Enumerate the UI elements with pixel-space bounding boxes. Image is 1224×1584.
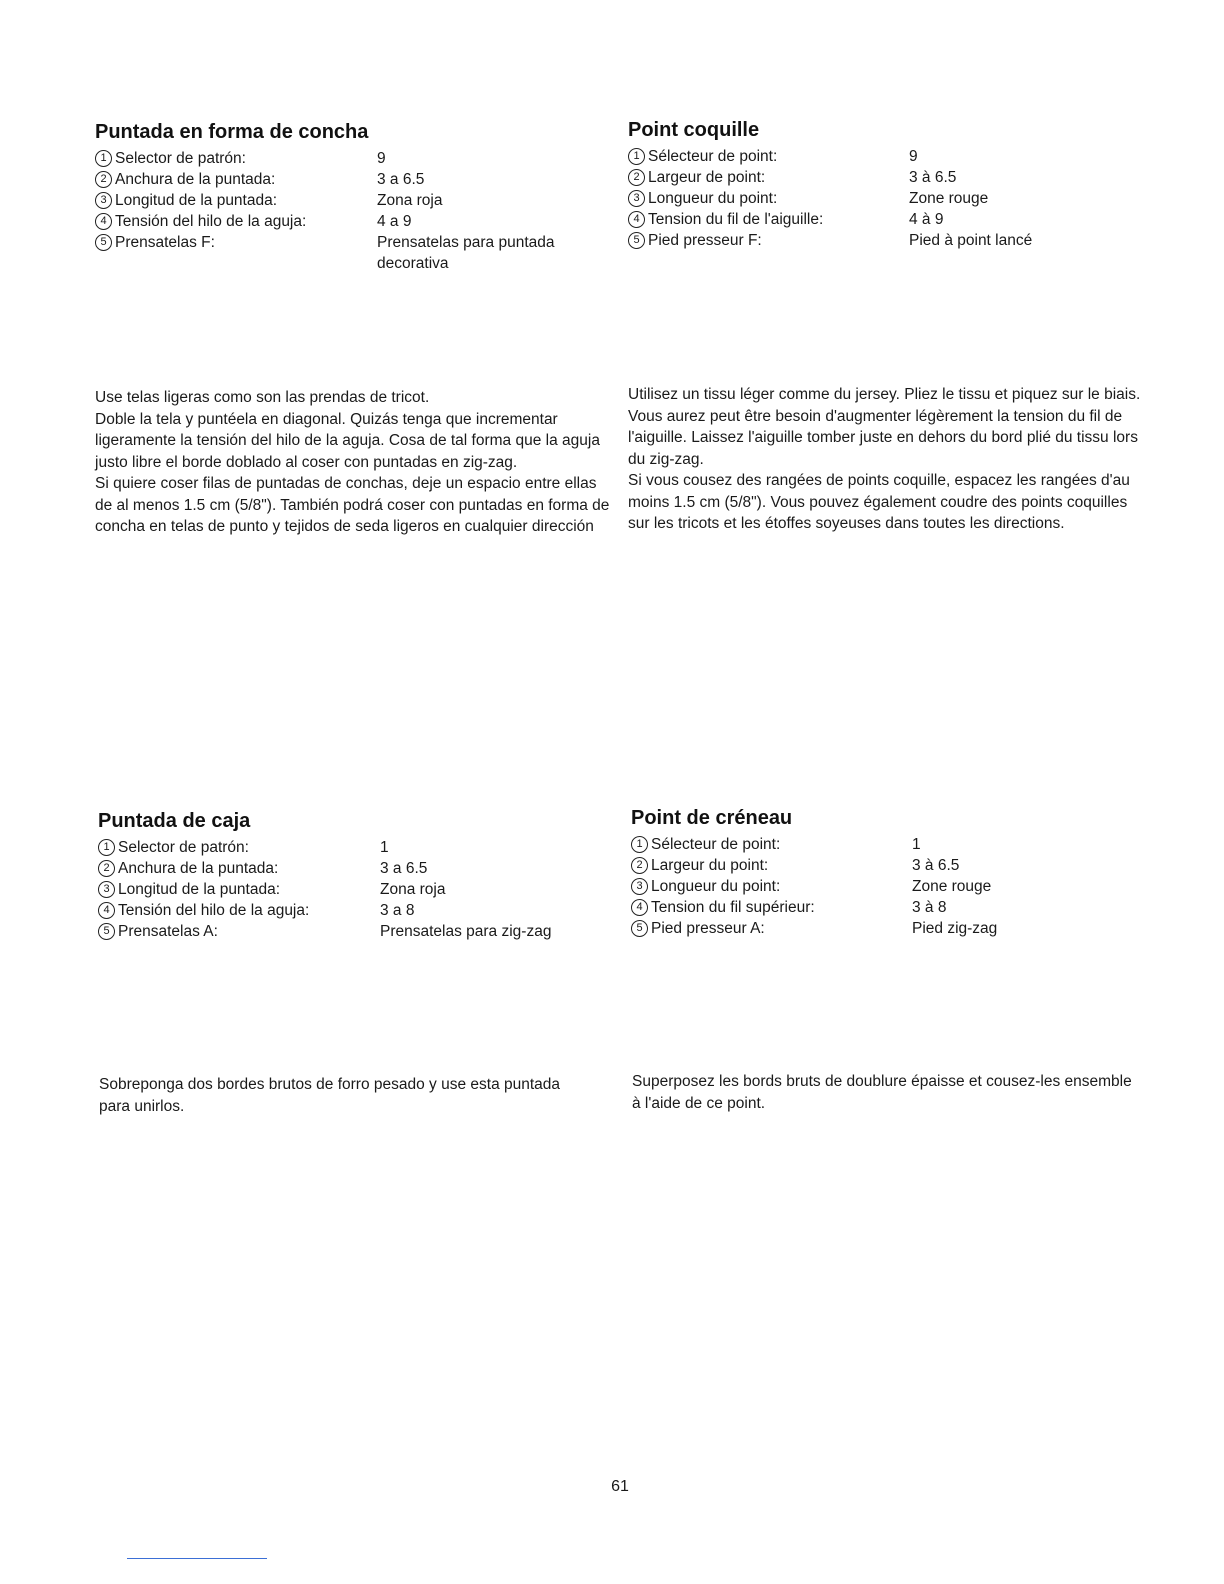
circled-number: 1 — [628, 148, 645, 165]
setting-value: 3 a 6.5 — [377, 171, 425, 188]
setting-value: 3 à 8 — [912, 899, 947, 916]
setting-row — [95, 190, 595, 211]
setting-label: Longitud de la puntada: — [115, 192, 278, 209]
setting-label: Tensión del hilo de la aguja: — [118, 902, 310, 919]
setting-label: Tension du fil de l'aiguille: — [648, 211, 824, 228]
setting-row — [98, 858, 598, 879]
section-title: Point de créneau — [631, 807, 793, 829]
setting-row — [95, 148, 595, 169]
footer-rule — [127, 1558, 267, 1559]
circled-number: 4 — [95, 213, 112, 230]
setting-value: 3 à 6.5 — [909, 169, 957, 186]
setting-row — [98, 921, 598, 942]
setting-label: Pied presseur F: — [648, 232, 762, 249]
setting-value: 4 a 9 — [377, 213, 412, 230]
circled-number: 2 — [95, 171, 112, 188]
setting-label: Pied presseur A: — [651, 920, 765, 937]
setting-row — [95, 169, 595, 190]
settings-table — [95, 148, 595, 274]
setting-row — [98, 900, 598, 921]
circled-number: 5 — [628, 232, 645, 249]
circled-number: 2 — [628, 169, 645, 186]
section-title: Puntada en forma de concha — [95, 121, 369, 143]
setting-row — [631, 834, 1151, 855]
setting-value: Prensatelas para puntada decorativa — [377, 234, 555, 272]
circled-number: 5 — [95, 234, 112, 251]
setting-label: Longueur du point: — [648, 190, 778, 207]
circled-number: 2 — [631, 857, 648, 874]
setting-label: Anchura de la puntada: — [115, 171, 276, 188]
setting-value: 3 a 8 — [380, 902, 415, 919]
circled-number: 3 — [628, 190, 645, 207]
setting-label: Prensatelas A: — [118, 923, 218, 940]
setting-row — [95, 232, 595, 274]
box-description-es: Sobreponga dos bordes brutos de forro pesado y use esta puntada para unirlos. — [99, 1076, 561, 1115]
setting-value: 1 — [912, 836, 921, 853]
setting-label: Anchura de la puntada: — [118, 860, 279, 877]
setting-value: 1 — [380, 839, 389, 856]
shell-description-fr: Utilisez un tissu léger comme du jersey. Pliez le tissu et piquez sur le biais. Vous aurez peut être besoin d'augmenter légèrement la tension du fil de l'aiguille. Laissez l'aiguille tomber juste en dehors du bord plié du tissu lors du zig-zag. Si vous cousez des rangées de points coquille, espacez les rangées d'au moins 1.5 cm (5/8"). Vous pouvez également coudre des points coquilles sur les tricots et les étoffes soyeuses dans toutes les directions. — [628, 386, 1141, 532]
circled-number: 1 — [95, 150, 112, 167]
circled-number: 4 — [631, 899, 648, 916]
setting-value: Zone rouge — [909, 190, 989, 207]
circled-number: 3 — [631, 878, 648, 895]
setting-value: Zone rouge — [912, 878, 992, 895]
setting-label: Prensatelas F: — [115, 234, 215, 251]
setting-row — [98, 837, 598, 858]
setting-value: 3 a 6.5 — [380, 860, 428, 877]
setting-row — [631, 918, 1151, 939]
setting-value: 9 — [377, 150, 386, 167]
setting-row — [98, 879, 598, 900]
setting-value: 4 à 9 — [909, 211, 944, 228]
setting-label: Tensión del hilo de la aguja: — [115, 213, 307, 230]
circled-number: 4 — [628, 211, 645, 228]
circled-number: 5 — [98, 923, 115, 940]
shell-stitch-fr — [628, 119, 1148, 251]
setting-value: 3 à 6.5 — [912, 857, 960, 874]
setting-value: 9 — [909, 148, 918, 165]
setting-row — [628, 209, 1148, 230]
shell-description-es: Use telas ligeras como son las prendas de tricot. Doble la tela y puntéela en diagonal. Quizás tenga que incrementar ligeramente la tensión del hilo de la aguja. Cosa de tal forma que la aguja justo libre el borde doblado al coser con puntadas en zig-zag. Si quiere coser filas de puntadas de conchas, deje un espacio entre ellas de al menos 1.5 cm (5/8"). También podrá coser con puntadas en forma de concha en telas de punto y tejidos de seda ligeros en cualquier dirección — [95, 389, 610, 535]
settings-table — [631, 834, 1151, 939]
setting-label: Tension du fil supérieur: — [651, 899, 815, 916]
setting-label: Longitud de la puntada: — [118, 881, 281, 898]
setting-value: Zona roja — [377, 192, 443, 209]
setting-row — [631, 897, 1151, 918]
setting-label: Longueur du point: — [651, 878, 781, 895]
section-title: Puntada de caja — [98, 810, 251, 832]
setting-value: Pied zig-zag — [912, 920, 998, 937]
setting-row — [628, 188, 1148, 209]
box-stitch-fr — [631, 807, 1151, 939]
box-stitch-es — [98, 810, 598, 942]
setting-label: Sélecteur de point: — [651, 836, 781, 853]
setting-value: Prensatelas para zig-zag — [380, 923, 552, 940]
box-description-fr: Superposez les bords bruts de doublure épaisse et cousez-les ensemble à l'aide de ce point. — [632, 1073, 1132, 1112]
circled-number: 3 — [95, 192, 112, 209]
setting-row — [631, 876, 1151, 897]
setting-label: Selector de patrón: — [115, 150, 246, 167]
circled-number: 1 — [631, 836, 648, 853]
settings-table — [628, 146, 1148, 251]
setting-label: Largeur du point: — [651, 857, 769, 874]
circled-number: 3 — [98, 881, 115, 898]
setting-row — [628, 167, 1148, 188]
setting-label: Selector de patrón: — [118, 839, 249, 856]
setting-row — [628, 146, 1148, 167]
setting-row — [631, 855, 1151, 876]
setting-value: Zona roja — [380, 881, 446, 898]
setting-row — [628, 230, 1148, 251]
section-title: Point coquille — [628, 119, 760, 141]
circled-number: 2 — [98, 860, 115, 877]
setting-row — [95, 211, 595, 232]
shell-stitch-es — [95, 121, 595, 274]
setting-label: Sélecteur de point: — [648, 148, 778, 165]
circled-number: 4 — [98, 902, 115, 919]
setting-value: Pied à point lancé — [909, 232, 1033, 249]
circled-number: 5 — [631, 920, 648, 937]
page-number: 61 — [611, 1478, 629, 1495]
settings-table — [98, 837, 598, 942]
circled-number: 1 — [98, 839, 115, 856]
setting-label: Largeur de point: — [648, 169, 766, 186]
